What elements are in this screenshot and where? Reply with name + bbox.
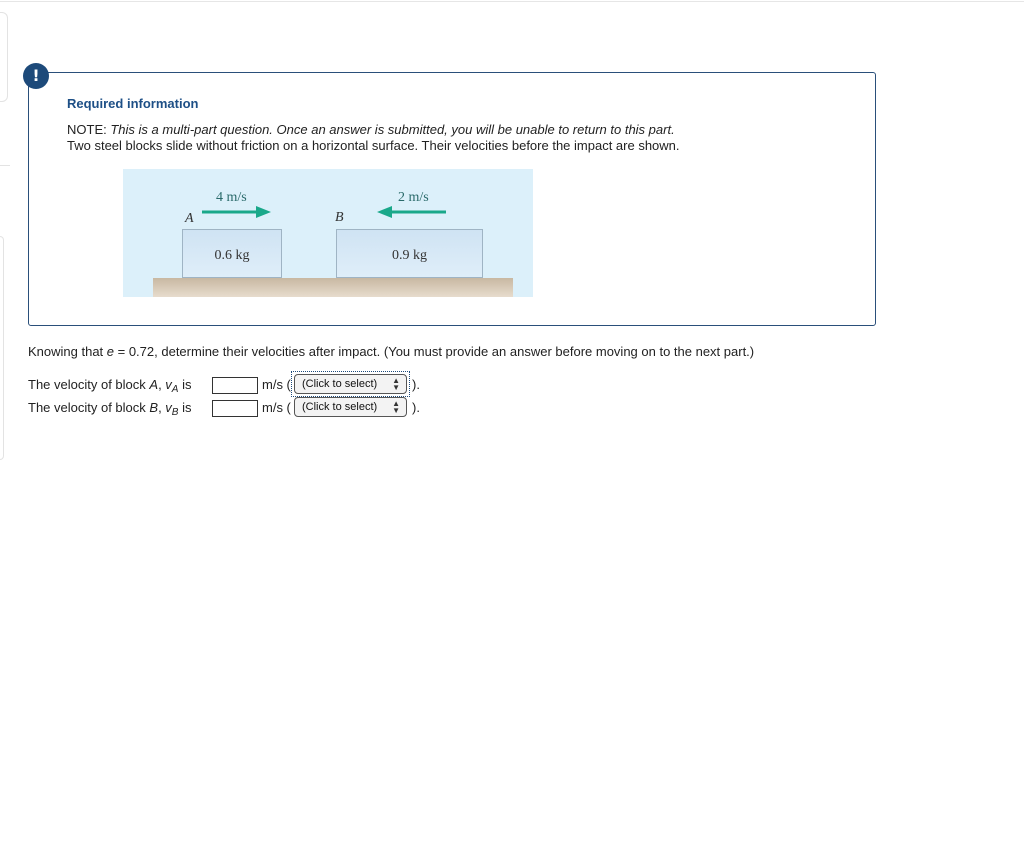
answer-label-a <box>28 377 191 395</box>
left-panel-fragment <box>0 12 8 102</box>
note-label: NOTE: <box>67 122 107 137</box>
block-a: 0.6 kg <box>182 229 282 278</box>
question-variable: e <box>106 344 115 359</box>
answer-sub: B <box>171 407 179 418</box>
required-information-title: Required information <box>67 96 199 111</box>
direction-select-b-wrapper <box>294 397 407 417</box>
velocity-b-unit: m/s ( <box>262 400 291 415</box>
horizontal-surface <box>153 278 513 297</box>
answer-sub: A <box>171 384 179 395</box>
alert-icon: ! <box>23 63 49 89</box>
answer-v: v <box>165 377 172 392</box>
top-divider <box>0 1 1024 2</box>
block-b: 0.9 kg <box>336 229 483 278</box>
close-paren-b: ). <box>412 400 420 415</box>
direction-select-b-value: (Click to select) <box>302 401 378 413</box>
question-prefix: Knowing that <box>28 344 107 359</box>
note-line <box>67 122 675 137</box>
arrow-right-icon <box>202 205 272 219</box>
answer-prefix: The velocity of block <box>28 377 150 392</box>
block-b-velocity: 2 m/s <box>398 190 429 205</box>
velocity-a-input[interactable] <box>212 377 258 394</box>
note-text: This is a multi-part question. Once an answer is submitted, you will be unable to return to this part. <box>110 122 675 137</box>
block-a-velocity: 4 m/s <box>216 190 247 205</box>
answer-block: A <box>149 377 159 392</box>
answer-prefix: The velocity of block <box>28 400 150 415</box>
direction-select-a[interactable] <box>294 374 407 394</box>
answer-label-b <box>28 400 191 418</box>
left-divider <box>0 165 10 166</box>
select-arrows-icon: ▲ ▼ <box>392 399 400 415</box>
direction-select-a-wrapper <box>294 374 407 394</box>
problem-description: Two steel blocks slide without friction on a horizontal surface. Their velocities before the impact are shown. <box>67 138 680 153</box>
left-panel-fragment-2 <box>0 236 4 460</box>
velocity-a-unit: m/s ( <box>262 377 291 392</box>
block-b-label: B <box>335 210 344 225</box>
answer-v: v <box>165 400 172 415</box>
question-body: = 0.72, determine their velocities after impact. (You must provide an answer before moving on to the next part.) <box>114 344 755 359</box>
answer-is: is <box>178 377 192 392</box>
close-paren-a: ). <box>412 377 420 392</box>
arrow-left-icon <box>376 205 446 219</box>
answer-block: B <box>149 400 159 415</box>
velocity-b-input[interactable] <box>212 400 258 417</box>
direction-select-a-value: (Click to select) <box>302 378 378 390</box>
select-arrows-icon: ▲ ▼ <box>392 376 400 392</box>
question-text <box>28 344 754 359</box>
answer-is: is <box>178 400 192 415</box>
direction-select-b[interactable] <box>294 397 407 417</box>
answer-comma: , <box>158 400 166 415</box>
block-a-label: A <box>185 211 194 226</box>
answer-comma: , <box>158 377 166 392</box>
